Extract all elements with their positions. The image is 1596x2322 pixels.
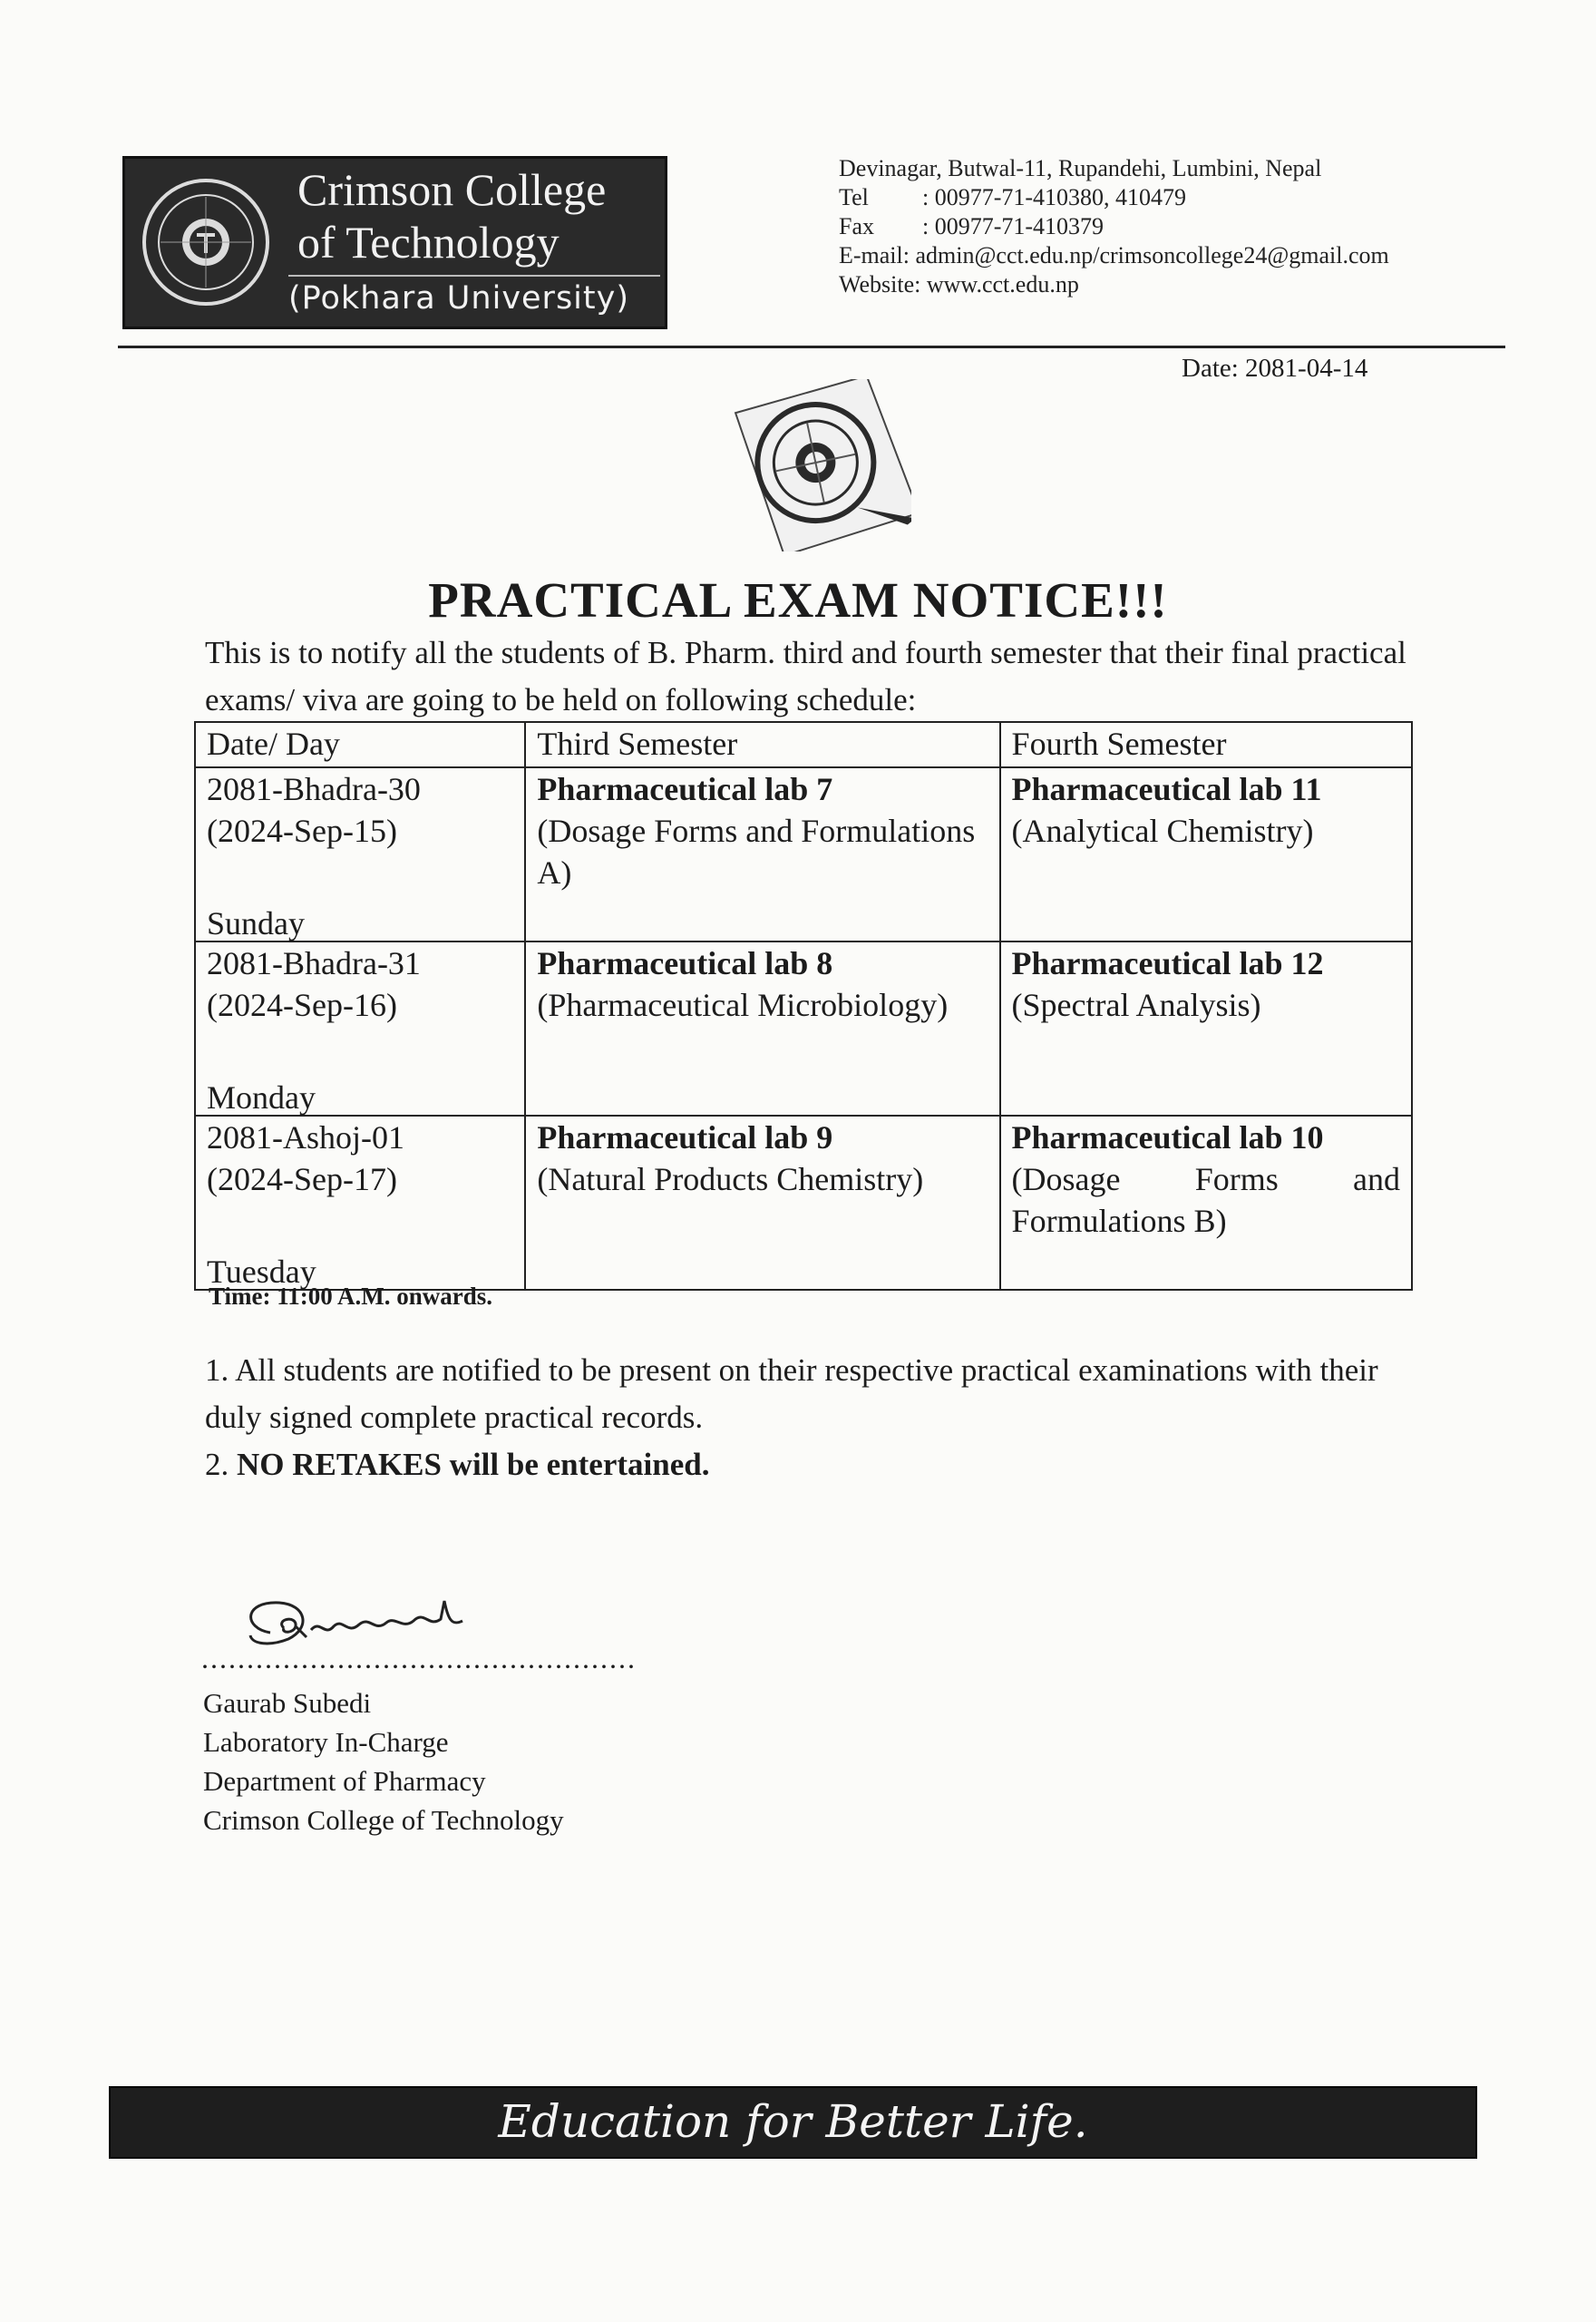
date-cell bbox=[195, 1116, 525, 1290]
lab-subject: (Pharmaceutical Microbiology) bbox=[537, 987, 949, 1023]
third-semester-cell bbox=[525, 941, 999, 1116]
nepali-date: 2081-Bhadra-30 bbox=[207, 771, 421, 807]
signatory-name: Gaurab Subedi bbox=[203, 1687, 372, 1719]
tel-label: Tel bbox=[839, 184, 869, 210]
lab-subject: (Spectral Analysis) bbox=[1011, 987, 1261, 1023]
nepali-date: 2081-Ashoj-01 bbox=[207, 1119, 404, 1156]
university-label: (Pokhara University) bbox=[288, 275, 660, 317]
notice-title: PRACTICAL EXAM NOTICE!!! bbox=[428, 572, 1168, 628]
signatory-details bbox=[203, 1683, 564, 1839]
college-name bbox=[297, 163, 660, 268]
ad-date: (2024-Sep-15) bbox=[207, 813, 397, 849]
lab-name: Pharmaceutical lab 12 bbox=[1011, 945, 1324, 981]
lab-name: Pharmaceutical lab 9 bbox=[537, 1119, 833, 1156]
signatory-role: Laboratory In-Charge bbox=[203, 1726, 449, 1758]
lab-name: Pharmaceutical lab 7 bbox=[537, 771, 833, 807]
lab-subject: (Natural Products Chemistry) bbox=[537, 1161, 924, 1197]
fax-row bbox=[839, 212, 1528, 241]
exam-time: Time: 11:00 A.M. onwards. bbox=[209, 1283, 493, 1310]
table-row bbox=[195, 1116, 1412, 1290]
ad-date: (2024-Sep-16) bbox=[207, 987, 397, 1023]
table-row bbox=[195, 941, 1412, 1116]
contact-info bbox=[839, 154, 1528, 299]
college-name-line1: Crimson College bbox=[297, 164, 607, 215]
fourth-semester-cell bbox=[1000, 1116, 1412, 1290]
email-value: : admin@cct.edu.np/crimsoncollege24@gmail.com bbox=[902, 242, 1389, 268]
notice-points bbox=[205, 1347, 1411, 1488]
fourth-semester-cell bbox=[1000, 767, 1412, 941]
website-label: Website bbox=[839, 271, 915, 298]
header-divider bbox=[118, 346, 1505, 348]
exam-schedule-table bbox=[194, 721, 1413, 1291]
footer-tagline: Education for Better Life. bbox=[498, 2095, 1088, 2148]
date-cell bbox=[195, 767, 525, 941]
header-date-day: Date/ Day bbox=[195, 722, 525, 767]
college-emblem-icon bbox=[138, 170, 274, 315]
point-2-prefix: 2. bbox=[205, 1447, 237, 1482]
fourth-semester-cell bbox=[1000, 941, 1412, 1116]
signature-line: ................................................ bbox=[201, 1642, 637, 1674]
address: Devinagar, Butwal-11, Rupandehi, Lumbini, Nepal bbox=[839, 155, 1322, 181]
signatory-college: Crimson College of Technology bbox=[203, 1804, 564, 1836]
footer-banner bbox=[109, 2086, 1477, 2159]
point-1: 1. All students are notified to be present on their respective practical examinations with their duly signed complete practical records. bbox=[205, 1352, 1378, 1435]
fax-value: : 00977-71-410379 bbox=[922, 213, 1105, 239]
third-semester-cell bbox=[525, 767, 999, 941]
college-logo-banner bbox=[122, 156, 667, 329]
college-name-line2: of Technology bbox=[297, 217, 560, 268]
lab-name: Pharmaceutical lab 10 bbox=[1011, 1119, 1324, 1156]
point-2 bbox=[205, 1441, 1411, 1488]
nepali-date: 2081-Bhadra-31 bbox=[207, 945, 421, 981]
signatory-department: Department of Pharmacy bbox=[203, 1765, 486, 1797]
day-name: Sunday bbox=[207, 905, 305, 941]
ad-date: (2024-Sep-17) bbox=[207, 1161, 397, 1197]
notice-date: Date: 2081-04-14 bbox=[1182, 354, 1368, 383]
header-fourth-semester: Fourth Semester bbox=[1000, 722, 1412, 767]
header-third-semester: Third Semester bbox=[525, 722, 999, 767]
tel-row bbox=[839, 183, 1528, 212]
point-2-bold: NO RETAKES will be entertained. bbox=[237, 1447, 710, 1482]
day-name: Tuesday bbox=[207, 1254, 316, 1290]
date-cell bbox=[195, 941, 525, 1116]
website-value: : www.cct.edu.np bbox=[914, 271, 1079, 298]
website-row bbox=[839, 270, 1528, 299]
third-semester-cell bbox=[525, 1116, 999, 1290]
college-seal-icon bbox=[721, 379, 911, 551]
lab-name: Pharmaceutical lab 11 bbox=[1011, 771, 1322, 807]
table-row bbox=[195, 767, 1412, 941]
tel-value: : 00977-71-410380, 410479 bbox=[922, 184, 1187, 210]
day-name: Monday bbox=[207, 1079, 316, 1116]
email-row bbox=[839, 241, 1528, 270]
notice-intro: This is to notify all the students of B. Pharm. third and fourth semester that their final practical exams/ viva are going to be held on following schedule: bbox=[205, 635, 1406, 717]
email-label: E-mail bbox=[839, 242, 903, 268]
lab-subject: (Dosage Forms and Formulations B) bbox=[1011, 1161, 1400, 1239]
lab-name: Pharmaceutical lab 8 bbox=[537, 945, 833, 981]
lab-subject: (Dosage Forms and Formulations A) bbox=[537, 813, 976, 891]
fax-label: Fax bbox=[839, 213, 874, 239]
table-header-row bbox=[195, 722, 1412, 767]
lab-subject: (Analytical Chemistry) bbox=[1011, 813, 1314, 849]
